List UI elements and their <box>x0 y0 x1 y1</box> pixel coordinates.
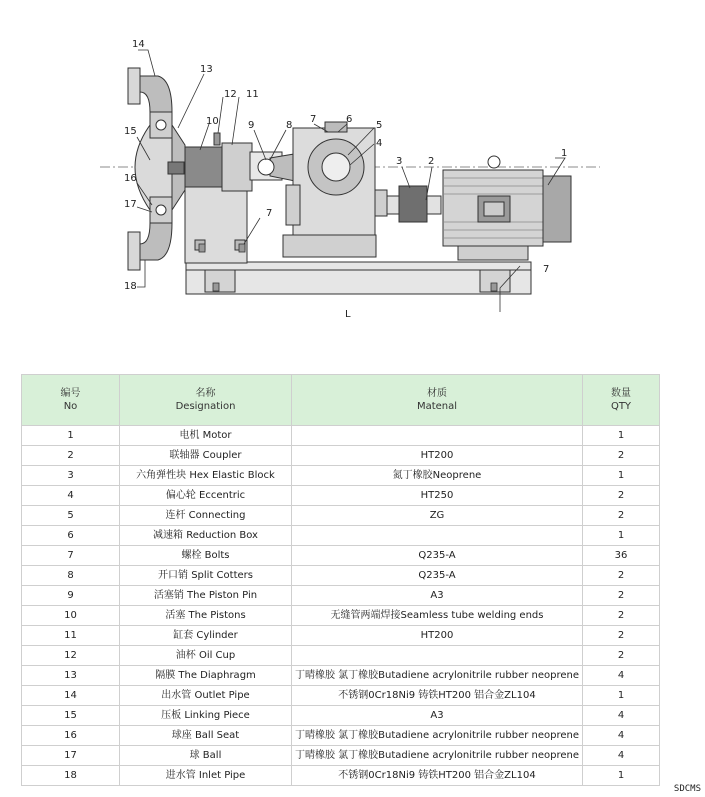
callout-11: 11 <box>246 89 259 100</box>
table-row <box>22 506 660 526</box>
outlet-pipe <box>128 68 172 112</box>
pump-pedestal <box>185 185 247 263</box>
cell-qty: 2 <box>583 506 660 526</box>
cell-material: 无缝管两端焊接Seamless tube welding ends <box>292 606 583 626</box>
cell-material: 不锈钢0Cr18Ni9 铸铁HT200 铝合金ZL104 <box>292 766 583 786</box>
table-row <box>22 526 660 546</box>
cell-qty: 1 <box>583 526 660 546</box>
callout-17: 17 <box>124 199 137 210</box>
cell-qty: 2 <box>583 646 660 666</box>
callout-15: 15 <box>124 126 137 137</box>
cell-qty: 2 <box>583 626 660 646</box>
cell-no: 15 <box>22 706 120 726</box>
cell-designation: 电机 Motor <box>120 426 292 446</box>
parts-list-table <box>21 374 660 786</box>
cell-material: 不锈钢0Cr18Ni9 铸铁HT200 铝合金ZL104 <box>292 686 583 706</box>
parts-table-body <box>22 426 660 786</box>
cell-material: 丁晴橡胶 氯丁橡胶Butadiene acrylonitrile rubber neoprene <box>292 726 583 746</box>
callout-1: 1 <box>561 148 568 159</box>
callout-3: 3 <box>396 156 403 167</box>
callout-6: 6 <box>346 114 353 125</box>
callout-4: 4 <box>376 138 383 149</box>
base-frame <box>186 262 531 294</box>
cell-no: 10 <box>22 606 120 626</box>
table-row <box>22 646 660 666</box>
cell-material: A3 <box>292 586 583 606</box>
cell-qty: 2 <box>583 486 660 506</box>
cell-qty: 2 <box>583 446 660 466</box>
pump-assembly-drawing <box>0 0 705 370</box>
table-row <box>22 446 660 466</box>
header-designation: 名称 Designation <box>120 375 292 426</box>
header-no: 编号 No <box>22 375 120 426</box>
table-row <box>22 706 660 726</box>
table-row <box>22 566 660 586</box>
cell-designation: 压板 Linking Piece <box>120 706 292 726</box>
cell-designation: 出水管 Outlet Pipe <box>120 686 292 706</box>
table-row <box>22 626 660 646</box>
cell-designation: 六角弹性块 Hex Elastic Block <box>120 466 292 486</box>
cell-no: 12 <box>22 646 120 666</box>
cell-no: 18 <box>22 766 120 786</box>
cell-material <box>292 646 583 666</box>
cell-material: Q235-A <box>292 546 583 566</box>
cell-material: 丁晴橡胶 氯丁橡胶Butadiene acrylonitrile rubber neoprene <box>292 746 583 766</box>
callout-18: 18 <box>124 281 137 292</box>
cell-no: 11 <box>22 626 120 646</box>
cell-qty: 4 <box>583 746 660 766</box>
cell-no: 1 <box>22 426 120 446</box>
cell-material: ZG <box>292 506 583 526</box>
callout-7-left: 7 <box>266 208 273 219</box>
cell-designation: 油杯 Oil Cup <box>120 646 292 666</box>
cell-no: 7 <box>22 546 120 566</box>
table-row <box>22 466 660 486</box>
cell-no: 3 <box>22 466 120 486</box>
callout-8: 8 <box>286 120 293 131</box>
cell-no: 2 <box>22 446 120 466</box>
header-qty: 数量 QTY <box>583 375 660 426</box>
table-row <box>22 746 660 766</box>
cell-material: HT250 <box>292 486 583 506</box>
table-row <box>22 586 660 606</box>
cell-qty: 1 <box>583 426 660 446</box>
cell-designation: 联轴器 Coupler <box>120 446 292 466</box>
cell-designation: 开口销 Split Cotters <box>120 566 292 586</box>
cell-qty: 2 <box>583 566 660 586</box>
cell-no: 6 <box>22 526 120 546</box>
reduction-box <box>283 122 387 257</box>
cell-qty: 36 <box>583 546 660 566</box>
table-row <box>22 766 660 786</box>
callout-5: 5 <box>376 120 383 131</box>
cell-no: 8 <box>22 566 120 586</box>
parts-table-header <box>22 375 660 426</box>
table-row <box>22 606 660 626</box>
table-row <box>22 686 660 706</box>
cell-designation: 螺栓 Bolts <box>120 546 292 566</box>
cell-no: 5 <box>22 506 120 526</box>
cell-qty: 1 <box>583 466 660 486</box>
cell-designation: 隔膜 The Diaphragm <box>120 666 292 686</box>
cell-designation: 缸套 Cylinder <box>120 626 292 646</box>
cell-designation: 活塞 The Pistons <box>120 606 292 626</box>
callout-12: 12 <box>224 89 237 100</box>
cell-no: 16 <box>22 726 120 746</box>
cell-designation: 活塞销 The Piston Pin <box>120 586 292 606</box>
cell-qty: 4 <box>583 726 660 746</box>
cell-no: 17 <box>22 746 120 766</box>
cell-no: 9 <box>22 586 120 606</box>
motor <box>443 156 571 260</box>
cell-material: Q235-A <box>292 566 583 586</box>
table-row <box>22 486 660 506</box>
cell-material: 氮丁橡胶Neoprene <box>292 466 583 486</box>
cell-no: 4 <box>22 486 120 506</box>
callout-9: 9 <box>248 120 255 131</box>
table-row <box>22 726 660 746</box>
cell-qty: 2 <box>583 606 660 626</box>
cell-qty: 4 <box>583 706 660 726</box>
cell-material: 丁晴橡胶 氯丁橡胶Butadiene acrylonitrile rubber neoprene <box>292 666 583 686</box>
cell-no: 13 <box>22 666 120 686</box>
coupling <box>387 186 441 222</box>
footer-code: SDCMS <box>673 784 701 794</box>
cell-no: 14 <box>22 686 120 706</box>
callout-14: 14 <box>132 39 145 50</box>
inlet-pipe <box>128 223 172 270</box>
cell-designation: 减速箱 Reduction Box <box>120 526 292 546</box>
cell-designation: 球 Ball <box>120 746 292 766</box>
cell-designation: 连杆 Connecting <box>120 506 292 526</box>
cell-material: HT200 <box>292 626 583 646</box>
cell-material <box>292 526 583 546</box>
dimension-label-l: L <box>345 309 351 320</box>
cell-material <box>292 426 583 446</box>
header-material: 材质 Matenal <box>292 375 583 426</box>
cell-material: HT200 <box>292 446 583 466</box>
callout-2: 2 <box>428 156 435 167</box>
cell-qty: 4 <box>583 666 660 686</box>
callout-13: 13 <box>200 64 213 75</box>
cell-designation: 偏心轮 Eccentric <box>120 486 292 506</box>
table-row <box>22 426 660 446</box>
table-row <box>22 666 660 686</box>
callout-16: 16 <box>124 173 137 184</box>
callout-10: 10 <box>206 116 219 127</box>
cell-designation: 进水管 Inlet Pipe <box>120 766 292 786</box>
callout-7-top: 7 <box>310 114 317 125</box>
cell-material: A3 <box>292 706 583 726</box>
cell-designation: 球座 Ball Seat <box>120 726 292 746</box>
table-row <box>22 546 660 566</box>
callout-7-right: 7 <box>543 264 550 275</box>
cell-qty: 1 <box>583 766 660 786</box>
cell-qty: 1 <box>583 686 660 706</box>
assembly-svg <box>0 0 705 370</box>
cell-qty: 2 <box>583 586 660 606</box>
